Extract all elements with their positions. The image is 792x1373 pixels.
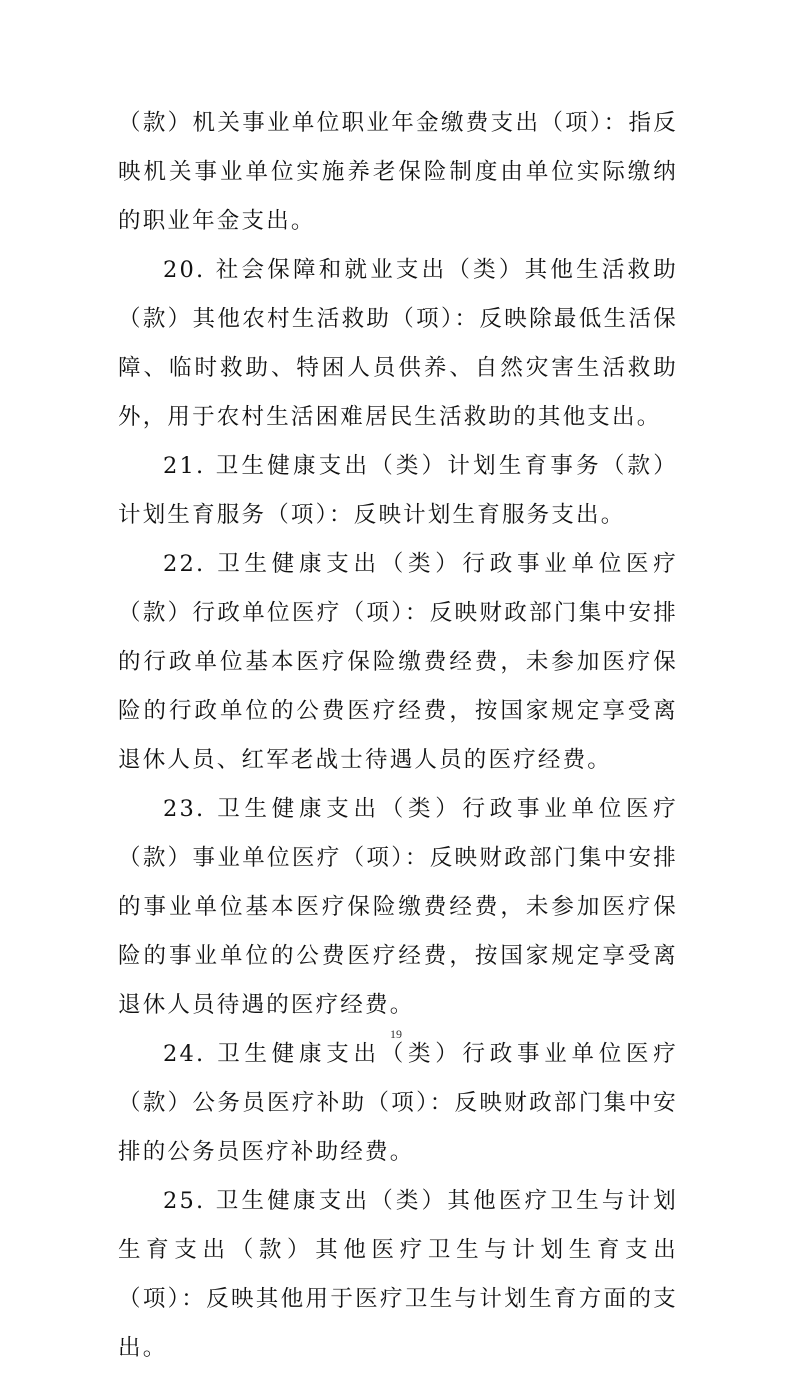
paragraph-item-24: 24. 卫生健康支出（类）行政事业单位医疗（款）公务员医疗补助（项）：反映财政部门集中安排的公务员医疗补助经费。 [118, 1041, 678, 1165]
paragraph-item-22: 22. 卫生健康支出（类）行政事业单位医疗（款）行政单位医疗（项）：反映财政部门集中安排的行政单位基本医疗保险缴费经费，未参加医疗保险的行政单位的公费医疗经费，按国家规定享受离退休人员、红军老战士待遇人员的医疗经费。 [118, 551, 678, 773]
paragraph-item-20: 20. 社会保障和就业支出（类）其他生活救助（款）其他农村生活救助（项）：反映除最低生活保障、临时救助、特困人员供养、自然灾害生活救助外，用于农村生活困难居民生活救助的其他支出。 [118, 257, 678, 430]
paragraph-continuation: （款）机关事业单位职业年金缴费支出（项）：指反映机关事业单位实施养老保险制度由单位实际缴纳的职业年金支出。 [118, 110, 678, 234]
page-number: 19 [390, 1027, 402, 1041]
paragraph-item-23: 23. 卫生健康支出（类）行政事业单位医疗（款）事业单位医疗（项）：反映财政部门集中安排的事业单位基本医疗保险缴费经费，未参加医疗保险的事业单位的公费医疗经费，按国家规定享受离退休人员待遇的医疗经费。 [118, 796, 678, 1018]
paragraph-item-21: 21. 卫生健康支出（类）计划生育事务（款）计划生育服务（项）：反映计划生育服务支出。 [118, 453, 678, 528]
document-body [118, 99, 678, 1373]
paragraph-item-25: 25. 卫生健康支出（类）其他医疗卫生与计划生育支出（款）其他医疗卫生与计划生育支出（项）：反映其他用于医疗卫生与计划生育方面的支出。 [118, 1188, 678, 1361]
